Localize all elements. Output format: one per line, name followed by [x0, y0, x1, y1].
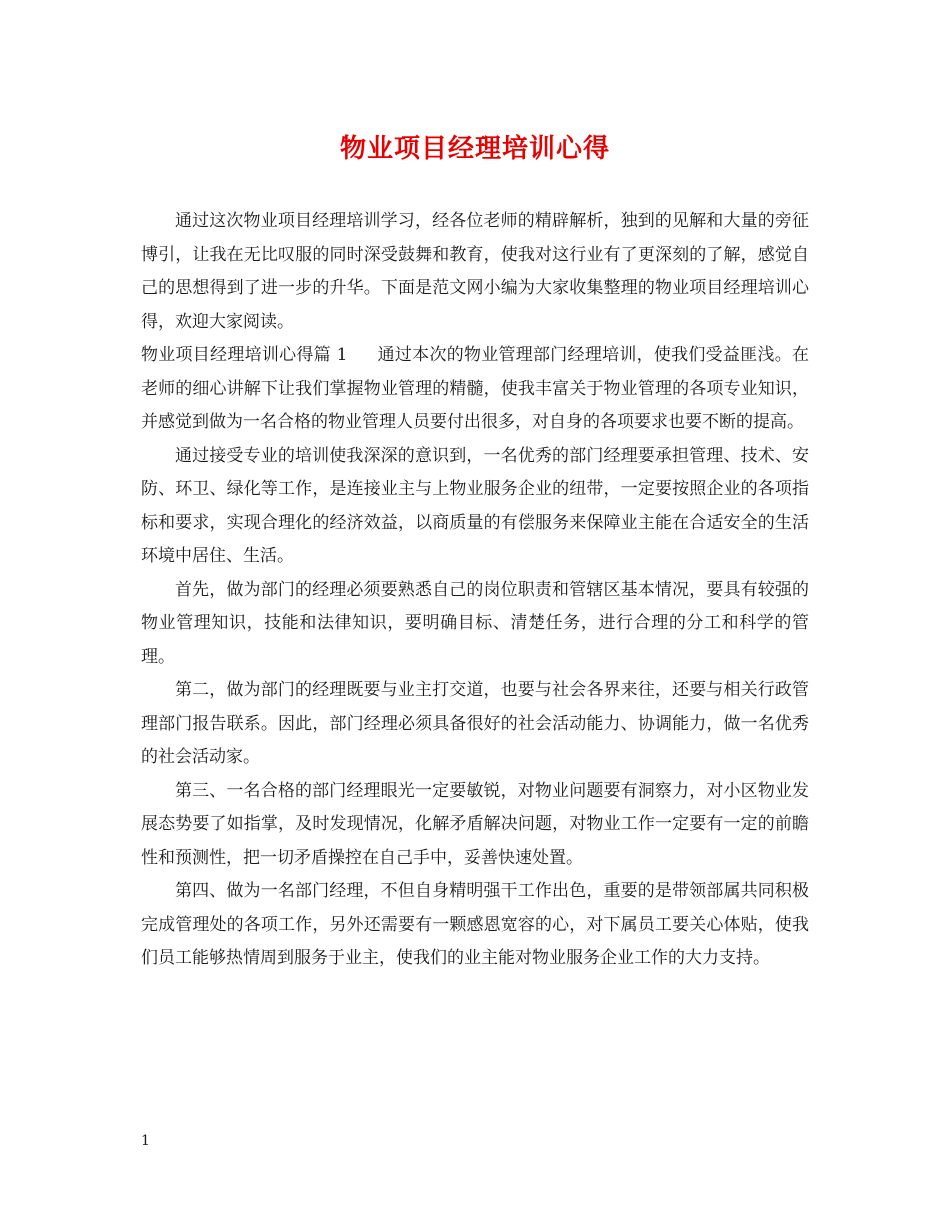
intro-paragraph: 通过这次物业项目经理培训学习，经各位老师的精辟解析，独到的见解和大量的旁征博引，让我在无比叹服的同时深受鼓舞和教育，使我对这行业有了更深刻的了解，感觉自己的思想得到了进一步的升华。下面是范文网小编为大家收集整理的物业项目经理培训心得，欢迎大家阅读。 — [141, 211, 809, 332]
paragraph: 第二，做为部门的经理既要与业主打交道，也要与社会各界来往，还要与相关行政管理部门报告联系。因此，部门经理必须具备很好的社会活动能力、协调能力，做一名优秀的社会活动家。 — [141, 680, 809, 767]
paragraph: 第四、做为一名部门经理，不但自身精明强干工作出色，重要的是带领部属共同积极完成管理处的各项工作，另外还需要有一颗感恩宽容的心，对下属员工要关心体贴，使我们员工能够热情周到服务于业主，使我们的业主能对物业服务企业工作的大力支持。 — [141, 881, 809, 968]
document-body — [141, 205, 809, 976]
paragraph: 通过接受专业的培训使我深深的意识到，一名优秀的部门经理要承担管理、技术、安防、环卫、绿化等工作，是连接业主与上物业服务企业的纽带，一定要按照企业的各项指标和要求，实现合理化的经济效益，以商质量的有偿服务来保障业主能在合适安全的生活环境中居住、生活。 — [141, 445, 809, 566]
paragraph: 首先，做为部门的经理必须要熟悉自己的岗位职责和管辖区基本情况，要具有较强的物业管理知识，技能和法律知识，要明确目标、清楚任务，进行合理的分工和科学的管理。 — [141, 579, 809, 667]
document-title: 物业项目经理培训心得 — [339, 134, 610, 164]
section-first-text: 通过本次的物业管理部门经理培训，使我们受益匪浅。在老师的细心讲解下让我们掌握物业管理的精髓，使我丰富关于物业管理的各项专业知识，并感觉到做为一名合格的物业管理人员要付出很多，对自身的各项要求也要不断的提高。 — [141, 345, 809, 432]
section-paragraph — [141, 339, 809, 440]
paragraph: 第三、一名合格的部门经理眼光一定要敏锐，对物业问题要有洞察力，对小区物业发展态势要了如指掌，及时发现情况，化解矛盾解决问题，对物业工作一定要有一定的前瞻性和预测性，把一切矛盾操控在自己手中，妥善快速处置。 — [141, 780, 809, 868]
page-number: 1 — [141, 1133, 150, 1149]
section-heading: 物业项目经理培训心得篇 1 — [141, 345, 348, 365]
